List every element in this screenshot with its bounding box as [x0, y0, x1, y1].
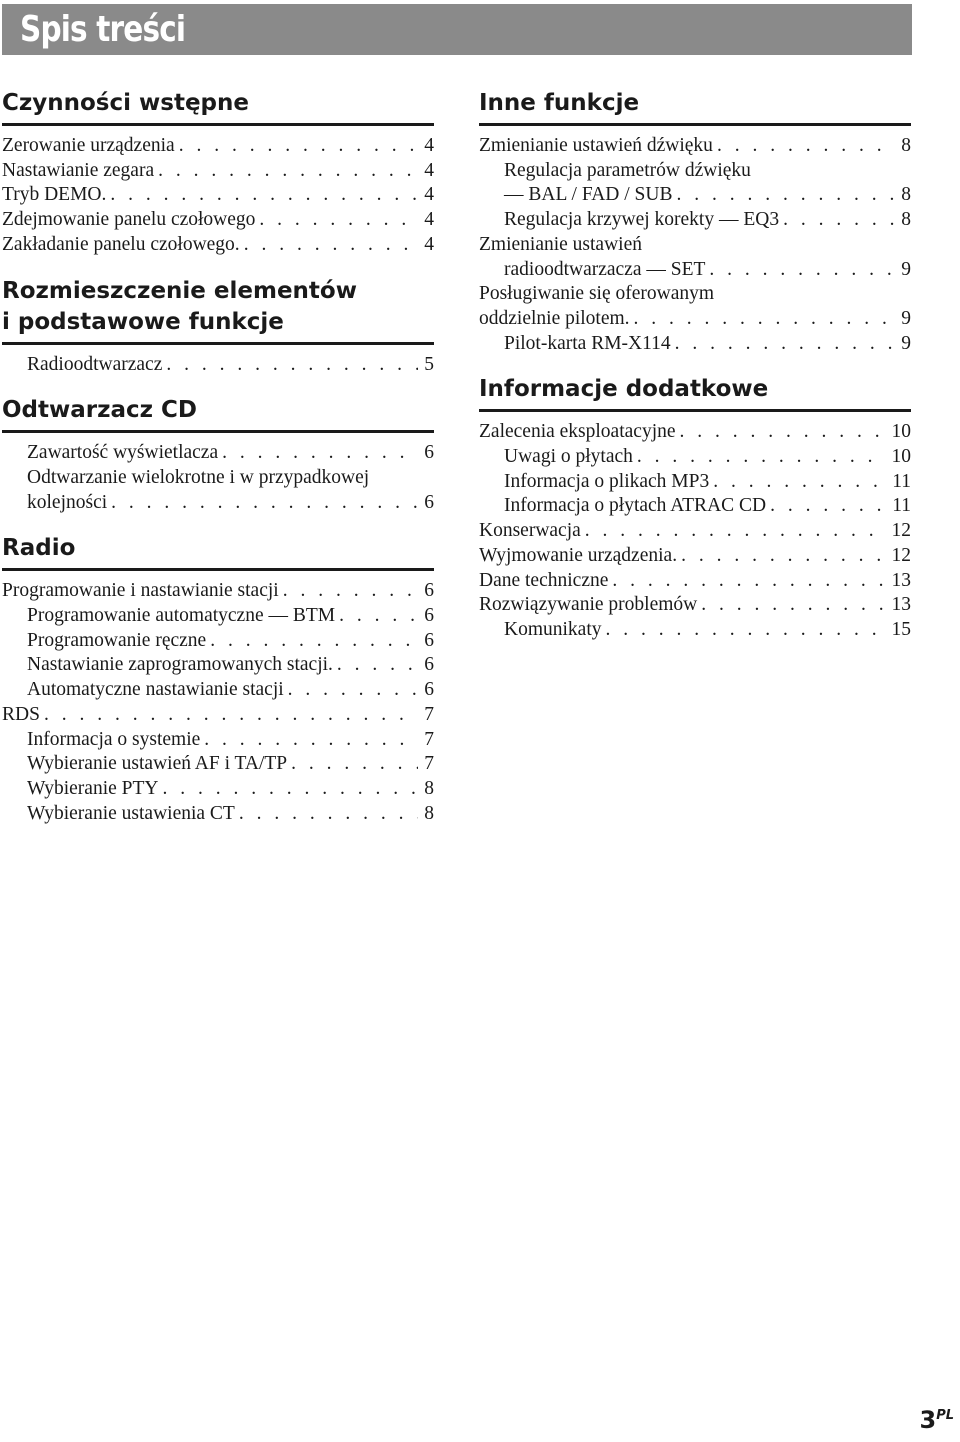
toc-entry-label: Tryb DEMO.	[2, 184, 107, 206]
toc-entry-label: Regulacja krzywej korekty — EQ3	[504, 209, 780, 231]
toc-entry-page: 12	[891, 544, 911, 566]
toc-entry[interactable]	[479, 420, 911, 445]
toc-leader-dots	[713, 470, 885, 495]
toc-entry[interactable]	[479, 445, 911, 470]
toc-left-column	[2, 88, 434, 844]
toc-entry-list	[2, 579, 434, 826]
toc-leader-dots	[783, 208, 895, 233]
toc-section	[2, 533, 434, 826]
toc-entry-page: 6	[424, 605, 434, 627]
toc-leader-dots	[637, 445, 885, 470]
toc-entry-label: Radioodtwarzacz	[27, 353, 163, 375]
toc-entry[interactable]	[479, 494, 911, 519]
page-number-value: 3	[919, 1406, 937, 1434]
toc-leader-dots	[179, 134, 418, 159]
toc-entry-label: Konserwacja	[479, 520, 581, 542]
section-title-line: i podstawowe funkcje	[2, 308, 284, 335]
toc-entry-page: 4	[424, 135, 434, 156]
section-title-line: Odtwarzacz CD	[2, 397, 198, 424]
toc-entry-page: 6	[424, 491, 434, 513]
toc-entry-page: 4	[424, 233, 434, 255]
toc-entry-list	[479, 420, 911, 642]
toc-entry-label: Programowanie ręczne	[27, 629, 207, 651]
toc-leader-dots	[337, 653, 418, 678]
toc-entry-label: Wybieranie ustawień AF i TA/TP	[27, 753, 288, 775]
toc-entry[interactable]	[479, 544, 911, 569]
toc-entry-line: Zmienianie ustawień	[479, 233, 642, 255]
toc-entry[interactable]	[479, 307, 911, 332]
toc-leader-dots	[681, 544, 885, 569]
toc-entry-page: 15	[891, 618, 911, 640]
toc-entry[interactable]	[2, 629, 434, 654]
toc-leader-dots	[339, 604, 418, 629]
toc-entry-line: Regulacja parametrów dźwięku	[504, 159, 751, 181]
toc-entry[interactable]	[2, 728, 434, 753]
toc-entry-page: 4	[424, 159, 434, 181]
toc-entry-label: — BAL / FAD / SUB	[504, 184, 673, 206]
toc-entry-line: Odtwarzanie wielokrotne i w przypadkowej	[27, 466, 370, 488]
toc-entry-page: 8	[901, 184, 911, 206]
toc-entry[interactable]	[2, 183, 434, 208]
toc-entry[interactable]	[2, 134, 434, 159]
section-title	[479, 88, 911, 126]
toc-entry-label: Wybieranie ustawienia CT	[27, 802, 235, 824]
toc-entry-label: Zalecenia eksploatacyjne	[479, 421, 676, 443]
toc-entry-page: 9	[901, 332, 911, 354]
toc-entry-label: oddzielnie pilotem.	[479, 307, 630, 329]
toc-entry-label: Informacja o systemie	[27, 728, 201, 750]
toc-entry-label: Zmienianie ustawień dźwięku	[479, 135, 713, 156]
toc-entry-page: 13	[891, 569, 911, 591]
toc-entry[interactable]	[2, 653, 434, 678]
toc-leader-dots	[717, 134, 895, 159]
toc-entry[interactable]	[2, 233, 434, 258]
toc-entry-page: 8	[424, 777, 434, 799]
toc-leader-dots	[585, 519, 885, 544]
toc-section	[479, 374, 911, 642]
toc-leader-dots	[239, 802, 418, 827]
section-title-line: Rozmieszczenie elementów	[2, 277, 357, 304]
section-title	[2, 533, 434, 571]
section-title-line: Inne funkcje	[479, 90, 640, 116]
toc-entry-page: 11	[892, 470, 911, 492]
toc-entry[interactable]	[2, 353, 434, 378]
toc-entry-label: RDS	[2, 703, 40, 725]
toc-entry-label: Wybieranie PTY	[27, 777, 159, 799]
page-number	[919, 1406, 954, 1434]
toc-entry-label: Uwagi o płytach	[504, 446, 633, 468]
toc-entry-list	[2, 134, 434, 258]
toc-leader-dots	[283, 579, 418, 604]
section-title	[479, 374, 911, 412]
toc-entry-list	[2, 441, 434, 515]
toc-leader-dots	[709, 258, 895, 283]
page-number-suffix: PL	[936, 1408, 954, 1423]
toc-entry[interactable]	[2, 579, 434, 604]
section-title-line: Czynności wstępne	[2, 90, 249, 116]
toc-entry-page: 11	[892, 495, 911, 517]
toc-entry[interactable]	[2, 604, 434, 629]
toc-leader-dots	[111, 491, 418, 516]
section-title	[2, 276, 434, 345]
toc-leader-dots	[288, 678, 418, 703]
toc-leader-dots	[634, 307, 895, 332]
toc-entry-page: 10	[891, 421, 911, 443]
toc-section	[2, 395, 434, 515]
toc-entry-page: 4	[424, 209, 434, 231]
toc-entry-label: Pilot-karta RM-X114	[504, 332, 671, 354]
toc-entry-label: Programowanie automatyczne — BTM	[27, 605, 336, 627]
toc-entry-page: 8	[424, 802, 434, 824]
toc-entry[interactable]	[479, 258, 911, 283]
toc-entry-page: 9	[901, 258, 911, 280]
toc-entry-list	[2, 353, 434, 378]
toc-entry[interactable]	[2, 802, 434, 827]
toc-entry-label: Wyjmowanie urządzenia.	[479, 544, 678, 566]
toc-entry-label: Komunikaty	[504, 618, 602, 640]
toc-entry[interactable]	[2, 703, 434, 728]
toc-right-column	[479, 88, 911, 661]
page-header	[2, 4, 912, 55]
toc-leader-dots	[166, 353, 418, 378]
toc-leader-dots	[163, 777, 419, 802]
toc-leader-dots	[701, 593, 885, 618]
toc-entry-label: Informacja o płytach ATRAC CD	[504, 495, 767, 517]
toc-leader-dots	[259, 208, 418, 233]
toc-entry-list	[479, 134, 911, 356]
toc-leader-dots	[675, 332, 895, 357]
toc-entry-label: Informacja o plikach MP3	[504, 470, 710, 492]
toc-entry[interactable]	[2, 208, 434, 233]
toc-entry-label: Automatyczne nastawianie stacji	[27, 679, 284, 701]
toc-leader-dots	[204, 728, 418, 753]
toc-entry-label: Programowanie i nastawianie stacji	[2, 580, 279, 602]
toc-entry-page: 7	[424, 728, 434, 750]
toc-entry-page: 7	[424, 753, 434, 775]
toc-entry-page: 12	[891, 520, 911, 542]
toc-entry[interactable]	[479, 332, 911, 357]
toc-leader-dots	[680, 420, 885, 445]
toc-entry-page: 8	[901, 209, 911, 231]
toc-leader-dots	[606, 618, 886, 643]
toc-entry-page: 4	[424, 184, 434, 206]
toc-leader-dots	[222, 441, 418, 466]
toc-leader-dots	[158, 159, 418, 184]
toc-entry-page: 10	[891, 446, 911, 468]
toc-entry-line: Posługiwanie się oferowanym	[479, 283, 715, 305]
toc-entry-label: Rozwiązywanie problemów	[479, 594, 698, 616]
section-title-line: Radio	[2, 535, 76, 562]
toc-section	[479, 88, 911, 356]
toc-entry-label: Zdejmowanie panelu czołowego	[2, 209, 256, 231]
toc-entry[interactable]	[2, 441, 434, 466]
section-title	[2, 88, 434, 126]
toc-entry-label: Zakładanie panelu czołowego.	[2, 233, 240, 255]
toc-entry[interactable]	[479, 470, 911, 495]
toc-leader-dots	[244, 233, 418, 258]
toc-entry-page: 9	[901, 307, 911, 329]
toc-entry-label: Nastawianie zegara	[2, 159, 155, 181]
toc-entry-page: 6	[424, 654, 434, 676]
toc-entry[interactable]	[2, 491, 434, 516]
toc-entry[interactable]	[479, 134, 911, 159]
toc-entry[interactable]	[479, 183, 911, 208]
page-title: Spis treści	[20, 9, 186, 50]
toc-section	[2, 276, 434, 378]
toc-entry-label: Zerowanie urządzenia	[2, 135, 175, 156]
toc-entry-label: Nastawianie zaprogramowanych stacji.	[27, 654, 333, 676]
toc-entry-page: 5	[424, 353, 434, 375]
toc-entry-label: radioodtwarzacza — SET	[504, 258, 706, 280]
toc-entry-page: 6	[424, 679, 434, 701]
toc-entry-page: 8	[901, 135, 911, 156]
toc-leader-dots	[44, 703, 418, 728]
toc-leader-dots	[291, 752, 418, 777]
toc-entry[interactable]	[479, 618, 911, 643]
toc-section	[2, 88, 434, 258]
section-title-line: Informacje dodatkowe	[479, 376, 769, 403]
section-title	[2, 395, 434, 433]
toc-entry[interactable]	[2, 777, 434, 802]
toc-entry[interactable]	[2, 159, 434, 184]
toc-entry[interactable]	[479, 593, 911, 618]
toc-entry-label: kolejności	[27, 491, 108, 513]
toc-leader-dots	[676, 183, 895, 208]
toc-entry[interactable]	[2, 752, 434, 777]
toc-entry-page: 6	[424, 580, 434, 602]
toc-entry-page: 13	[891, 594, 911, 616]
toc-entry-page: 6	[424, 442, 434, 464]
toc-entry[interactable]	[479, 569, 911, 594]
toc-entry-page: 7	[424, 703, 434, 725]
toc-entry[interactable]	[2, 678, 434, 703]
toc-entry-label: Dane techniczne	[479, 569, 609, 591]
toc-leader-dots	[612, 569, 885, 594]
toc-entry-label: Zawartość wyświetlacza	[27, 442, 219, 464]
toc-leader-dots	[210, 629, 418, 654]
toc-entry[interactable]	[479, 519, 911, 544]
toc-entry[interactable]	[479, 208, 911, 233]
toc-leader-dots	[770, 494, 885, 519]
toc-entry-page: 6	[424, 629, 434, 651]
toc-leader-dots	[110, 183, 418, 208]
